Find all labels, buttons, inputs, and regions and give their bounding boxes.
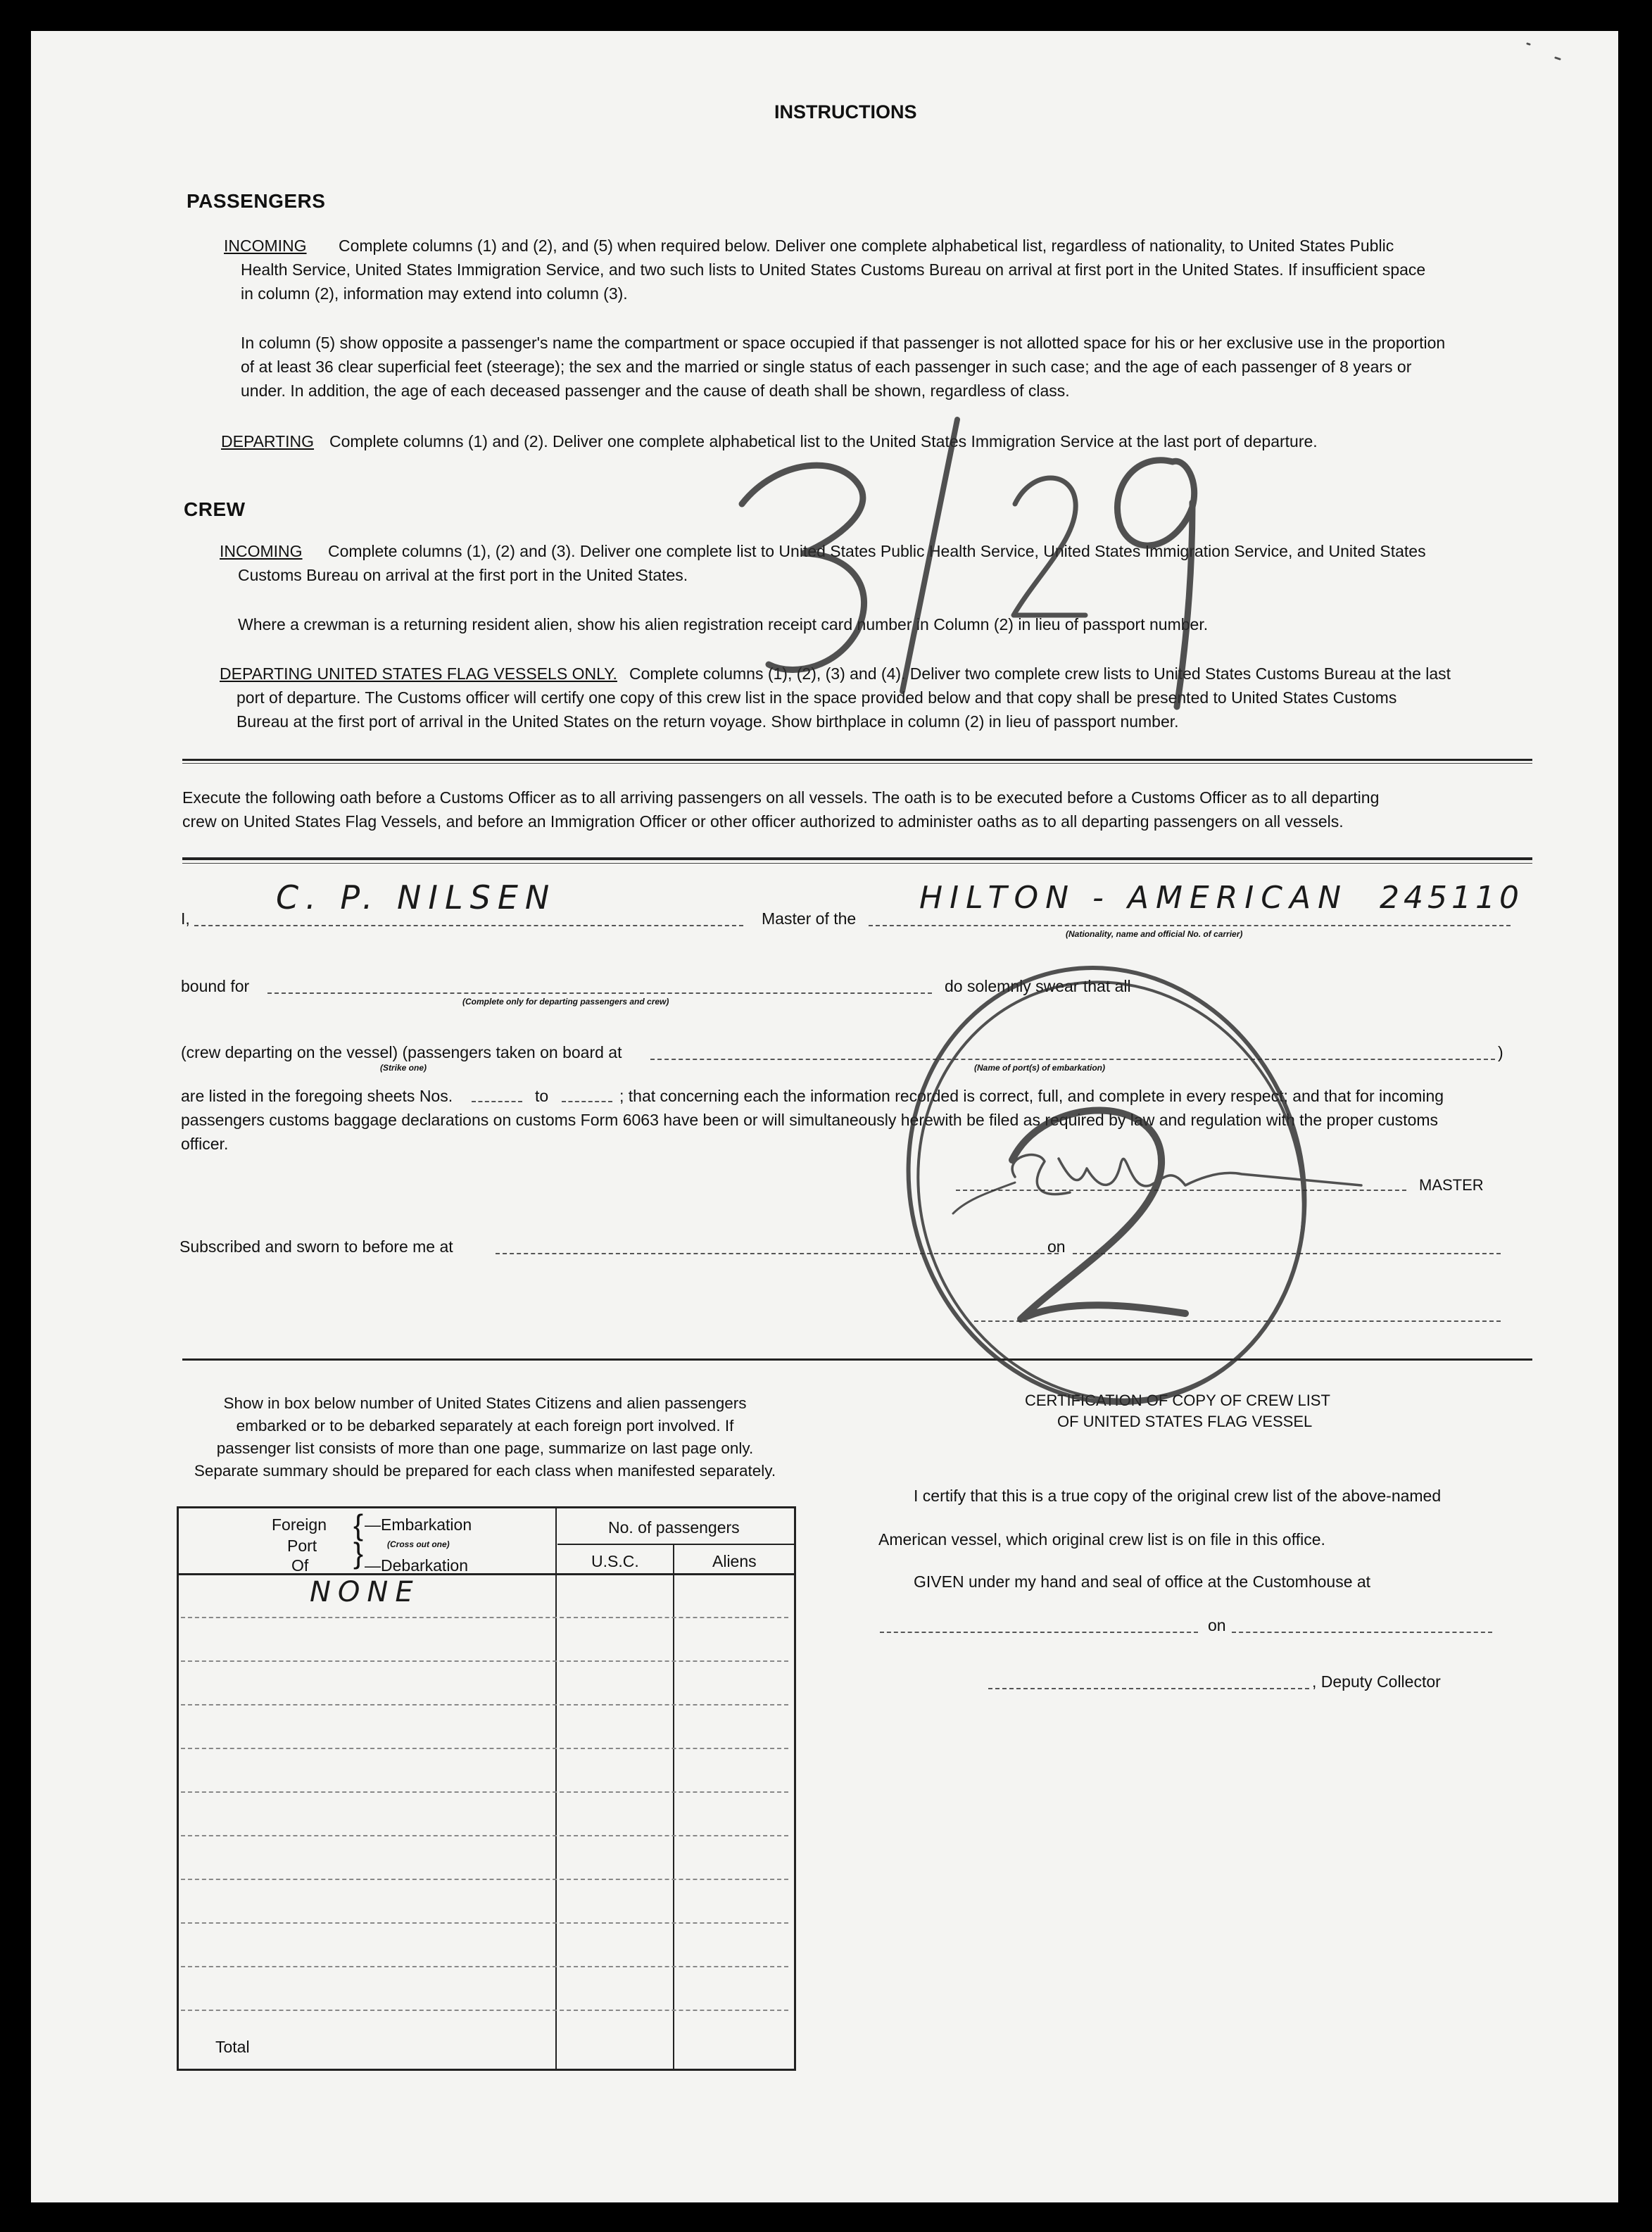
brace-top-icon: { xyxy=(353,1508,364,1541)
passengers-incoming-label: INCOMING xyxy=(224,237,307,255)
to-label: to xyxy=(535,1087,549,1105)
crew-incoming-text-2: Customs Bureau on arrival at the first port in the United States. xyxy=(238,566,688,584)
passengers-incoming-text-3: in column (2), information may extend into column (3). xyxy=(241,284,628,303)
aliens-header: Aliens xyxy=(712,1552,757,1570)
pencil-date-annotation xyxy=(763,474,764,475)
column5-text-1: In column (5) show opposite a passenger's name the compartment or space occupied if that passenger is not allotted space for his or her exclusive use in the proportion xyxy=(241,334,1446,352)
listed-text-1: ; that concerning each the information recorded is correct, full, and complete in every respect; and that for incoming xyxy=(619,1087,1444,1105)
form-sheet xyxy=(31,31,1618,2202)
port-label: Port xyxy=(287,1537,317,1555)
summary-instructions-4: Separate summary should be prepared for each class when manifested separately. xyxy=(194,1462,776,1480)
usc-header: U.S.C. xyxy=(591,1552,639,1570)
listed-text-2: passengers customs baggage declarations on customs Form 6063 have been or will simultaneously herewith be filed as required by law and regulation with the proper customs xyxy=(181,1111,1439,1129)
close-paren: ) xyxy=(1498,1043,1503,1061)
no-passengers-label: No. of passengers xyxy=(608,1518,740,1537)
bound-for-caption: (Complete only for departing passengers and crew) xyxy=(462,997,669,1007)
crew-departing-text-2: port of departure. The Customs officer will certify one copy of this crew list in the space provided below and that copy shall be presented to United States Customs xyxy=(237,688,1397,707)
of-label: Of xyxy=(291,1556,309,1575)
certification-on-label: on xyxy=(1208,1616,1226,1634)
embarkation-option[interactable]: —Embarkation xyxy=(365,1515,472,1534)
crew-departing-label: DEPARTING UNITED STATES FLAG VESSELS ONLY. xyxy=(220,664,617,683)
certification-title-2: OF UNITED STATES FLAG VESSEL xyxy=(1057,1413,1313,1430)
official-number-field[interactable]: 245110 xyxy=(1380,880,1523,916)
total-label: Total xyxy=(215,2038,250,2056)
subscribed-label: Subscribed and sworn to before me at xyxy=(179,1237,453,1256)
certification-title-1: CERTIFICATION OF COPY OF CREW LIST xyxy=(1025,1392,1330,1409)
first-port-entry[interactable]: NONE xyxy=(310,1576,420,1608)
given-text: GIVEN under my hand and seal of office at the Customhouse at xyxy=(914,1572,1371,1591)
i-label: I, xyxy=(181,909,190,928)
master-of-label: Master of the xyxy=(762,909,857,928)
deputy-collector-label: , Deputy Collector xyxy=(1312,1672,1441,1691)
swear-label: do solemnly swear that all xyxy=(945,977,1131,995)
certification-text-1: I certify that this is a true copy of the original crew list of the above-named xyxy=(914,1487,1442,1505)
summary-instructions-1: Show in box below number of United States Citizens and alien passengers xyxy=(223,1394,747,1412)
crewman-text: Where a crewman is a returning resident alien, show his alien registration receipt card number in Column (2) in lieu of passport number. xyxy=(238,615,1209,633)
passengers-incoming-text-1: Complete columns (1) and (2), and (5) when required below. Deliver one complete alphabetical list, regardless of nationality, to United States Public xyxy=(339,237,1394,255)
crew-departing-text-3: Bureau at the first port of arrival in the United States on the return voyage. Show birthplace in column (2) in lieu of passport number. xyxy=(237,712,1179,731)
vessel-caption: (Nationality, name and official No. of carrier) xyxy=(1066,929,1243,939)
crew-incoming-label: INCOMING xyxy=(220,542,303,560)
passengers-departing-text: Complete columns (1) and (2). Deliver one complete alphabetical list to the United States Immigration Service at the last port of departure. xyxy=(329,432,1318,450)
listed-label: are listed in the foregoing sheets Nos. xyxy=(181,1087,453,1105)
subscribed-on-label: on xyxy=(1047,1237,1066,1256)
page-title: INSTRUCTIONS xyxy=(774,101,917,122)
crew-heading: CREW xyxy=(184,498,246,520)
master-label: MASTER xyxy=(1419,1176,1484,1194)
strike-caption: (Strike one) xyxy=(380,1063,427,1073)
listed-text-3: officer. xyxy=(181,1135,229,1153)
passengers-departing-label: DEPARTING xyxy=(221,432,315,450)
brace-bottom-icon: } xyxy=(353,1537,364,1570)
oath-execute-text-1: Execute the following oath before a Customs Officer as to all arriving passengers on all vessels. The oath is to be executed before a Customs Officer as to all departing xyxy=(182,788,1380,807)
column5-text-3: under. In addition, the age of each deceased passenger and the cause of death shall be shown, regardless of class. xyxy=(241,382,1070,400)
summary-instructions-2: embarked or to be debarked separately at each foreign port involved. If xyxy=(236,1417,734,1435)
passengers-incoming-text-2: Health Service, United States Immigration Service, and two such lists to United States Customs Bureau on arrival at first port in the United States. If insufficient space xyxy=(241,260,1426,279)
cross-caption: (Cross out one) xyxy=(387,1539,450,1549)
certification-text-2: American vessel, which original crew list is on file in this office. xyxy=(878,1530,1325,1549)
crew-departing-oath-label: (crew departing on the vessel) (passengers taken on board at xyxy=(181,1043,622,1061)
foreign-label: Foreign xyxy=(272,1515,327,1534)
crew-incoming-text-1: Complete columns (1), (2) and (3). Deliver one complete list to United States Public Health Service, United States Immigration Service, and United States xyxy=(328,542,1426,560)
oath-execute-text-2: crew on United States Flag Vessels, and before an Immigration Officer or other officer authorized to administer oaths as to all departing passengers on all vessels. xyxy=(182,812,1344,831)
ports-caption: (Name of port(s) of embarkation) xyxy=(974,1063,1106,1073)
pencil-annotations xyxy=(31,31,1618,2202)
vessel-field[interactable]: HILTON - AMERICAN xyxy=(919,880,1349,916)
summary-instructions-3: passenger list consists of more than one page, summarize on last page only. xyxy=(216,1439,754,1457)
debarkation-option[interactable]: —Debarkation xyxy=(365,1556,469,1575)
crew-departing-text-1: Complete columns (1), (2), (3) and (4). Deliver two complete crew lists to United States Customs Bureau at the last xyxy=(629,664,1451,683)
passengers-heading: PASSENGERS xyxy=(187,190,326,212)
master-name-field[interactable]: C. P. NILSEN xyxy=(276,878,557,916)
column5-text-2: of at least 36 clear superficial feet (steerage); the sex and the married or single status of each passenger in such case; and the age of each passenger of 8 years or xyxy=(241,358,1412,376)
bound-for-label: bound for xyxy=(181,977,250,995)
